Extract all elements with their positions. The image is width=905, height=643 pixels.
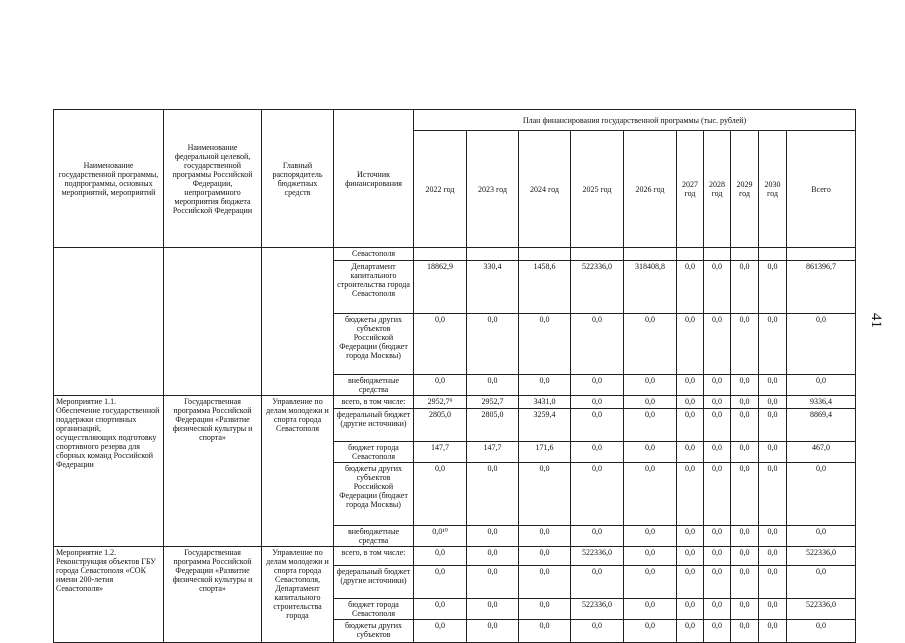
year-value: 0,0 — [677, 566, 704, 599]
header-year: 2030 год — [759, 131, 787, 248]
total-value: 0,0 — [787, 566, 856, 599]
header-year: 2025 год — [571, 131, 624, 248]
year-value: 2952,7⁹ — [414, 396, 467, 409]
year-value: 0,0 — [677, 547, 704, 566]
year-value: 0,0 — [624, 409, 677, 442]
year-value: 0,0 — [759, 599, 787, 620]
table-body — [54, 248, 856, 643]
year-value: 0,0 — [467, 375, 519, 396]
year-value: 0,0 — [731, 463, 759, 526]
total-value: 0,0 — [787, 314, 856, 375]
year-value: 0,0 — [759, 620, 787, 643]
year-value: 0,0 — [571, 314, 624, 375]
table-row — [54, 248, 856, 261]
year-value: 0,0 — [571, 566, 624, 599]
funding-source: федеральный бюджет (другие источники) — [334, 566, 414, 599]
year-value: 318408,8 — [624, 261, 677, 314]
year-value: 0,0 — [677, 396, 704, 409]
year-value: 0,0 — [467, 620, 519, 643]
funding-source: бюджет города Севастополя — [334, 599, 414, 620]
year-value: 0,0 — [759, 463, 787, 526]
year-value: 0,0 — [704, 409, 731, 442]
header-row-top — [54, 110, 856, 131]
funding-source: бюджеты других субъектов Российской Федерации (бюджет города Москвы) — [334, 463, 414, 526]
year-value: 522336,0 — [571, 599, 624, 620]
total-value: 467,0 — [787, 442, 856, 463]
header-year: 2028 год — [704, 131, 731, 248]
year-value: 0,0 — [759, 314, 787, 375]
year-value: 0,0 — [519, 526, 571, 547]
year-value: 0,0 — [414, 463, 467, 526]
federal-program — [164, 248, 262, 396]
header-total: Всего — [787, 131, 856, 248]
year-value — [704, 248, 731, 261]
year-value: 0,0 — [624, 547, 677, 566]
year-value: 0,0 — [571, 463, 624, 526]
year-value: 0,0 — [414, 547, 467, 566]
year-value: 2805,0 — [414, 409, 467, 442]
measure-name: Мероприятие 1.2. Реконструкция объектов ГБУ города Севастополя «СОК имени 200-летия Севастополя» — [54, 547, 164, 643]
page-number: 41 — [868, 313, 884, 328]
table-row — [54, 547, 856, 566]
federal-program: Государственная программа Российской Федерации «Развитие физической культуры и спорта» — [164, 396, 262, 547]
funding-source: Департамент капитального строительства города Севастополя — [334, 261, 414, 314]
year-value: 522336,0 — [571, 261, 624, 314]
year-value: 0,0 — [624, 375, 677, 396]
year-value: 0,0 — [624, 566, 677, 599]
year-value: 147,7 — [414, 442, 467, 463]
total-value: 0,0 — [787, 526, 856, 547]
year-value: 0,0 — [759, 409, 787, 442]
funding-source: внебюджетные средства — [334, 526, 414, 547]
total-value: 0,0 — [787, 620, 856, 643]
total-value: 522336,0 — [787, 599, 856, 620]
header-year: 2027 год — [677, 131, 704, 248]
year-value: 0,0 — [677, 442, 704, 463]
year-value: 0,0 — [677, 526, 704, 547]
year-value — [731, 248, 759, 261]
measure-name: Мероприятие 1.1. Обеспечение государственной поддержки спортивных организаций, осуществляющих подготовку спортивного резерва для сборных команд Российской Федерации — [54, 396, 164, 547]
header-budget-manager: Главный распорядитель бюджетных средств — [262, 110, 334, 248]
federal-program: Государственная программа Российской Федерации «Развитие физической культуры и спорта» — [164, 547, 262, 643]
year-value: 0,0 — [731, 442, 759, 463]
year-value: 0,0 — [624, 442, 677, 463]
year-value — [624, 248, 677, 261]
year-value: 0,0 — [414, 599, 467, 620]
measure-name — [54, 248, 164, 396]
header-year: 2029 год — [731, 131, 759, 248]
financing-table — [53, 109, 856, 643]
header-plan-title: План финансирования государственной программы (тыс. рублей) — [414, 110, 856, 131]
total-value: 0,0 — [787, 375, 856, 396]
year-value: 0,0 — [624, 599, 677, 620]
header-name: Наименование государственной программы, подпрограммы, основных мероприятий, мероприятий — [54, 110, 164, 248]
year-value: 0,0 — [704, 261, 731, 314]
year-value: 0,0 — [704, 547, 731, 566]
year-value: 0,0 — [677, 375, 704, 396]
year-value: 0,0 — [704, 375, 731, 396]
year-value: 2805,0 — [467, 409, 519, 442]
year-value: 0,0 — [467, 566, 519, 599]
year-value: 0,0 — [677, 463, 704, 526]
header-year: 2023 год — [467, 131, 519, 248]
funding-source: бюджеты других субъектов Российской Федерации (бюджет города Москвы) — [334, 314, 414, 375]
year-value: 0,0 — [731, 526, 759, 547]
year-value: 0,0 — [414, 314, 467, 375]
year-value: 0,0 — [519, 463, 571, 526]
year-value: 0,0 — [731, 566, 759, 599]
year-value: 0,0 — [677, 261, 704, 314]
year-value: 0,0 — [467, 463, 519, 526]
year-value: 0,0 — [704, 620, 731, 643]
year-value: 0,0 — [467, 547, 519, 566]
year-value: 0,0 — [467, 599, 519, 620]
year-value: 0,0 — [731, 409, 759, 442]
year-value: 0,0 — [571, 396, 624, 409]
year-value — [571, 248, 624, 261]
year-value: 0,0 — [519, 599, 571, 620]
year-value: 0,0 — [704, 526, 731, 547]
year-value: 0,0 — [571, 375, 624, 396]
year-value: 0,0 — [677, 409, 704, 442]
budget-manager: Управление по делам молодежи и спорта города Севастополя, Департамент капитального строительства города — [262, 547, 334, 643]
year-value: 522336,0 — [571, 547, 624, 566]
year-value: 0,0 — [677, 620, 704, 643]
budget-manager — [262, 248, 334, 396]
total-value: 9336,4 — [787, 396, 856, 409]
year-value: 0,0 — [571, 442, 624, 463]
year-value — [414, 248, 467, 261]
funding-source: федеральный бюджет (другие источники) — [334, 409, 414, 442]
year-value: 0,0 — [519, 547, 571, 566]
year-value: 0,0 — [704, 463, 731, 526]
total-value: 8869,4 — [787, 409, 856, 442]
year-value: 0,0 — [759, 566, 787, 599]
year-value: 0,0 — [624, 526, 677, 547]
year-value: 0,0 — [519, 375, 571, 396]
year-value: 3431,0 — [519, 396, 571, 409]
total-value: 861396,7 — [787, 261, 856, 314]
year-value: 0,0 — [731, 599, 759, 620]
year-value: 0,0 — [759, 375, 787, 396]
year-value: 0,0 — [759, 526, 787, 547]
year-value: 330,4 — [467, 261, 519, 314]
year-value: 0,0 — [759, 547, 787, 566]
year-value: 0,0 — [571, 526, 624, 547]
year-value: 0,0 — [731, 547, 759, 566]
year-value: 0,0 — [731, 396, 759, 409]
year-value: 0,0 — [519, 566, 571, 599]
year-value: 0,0 — [467, 314, 519, 375]
funding-source: бюджеты других субъектов — [334, 620, 414, 643]
header-federal-program: Наименование федеральной целевой, государственной программы Российской Федерации, непрограммного мероприятия бюджета Российской Федерации — [164, 110, 262, 248]
year-value — [759, 248, 787, 261]
year-value: 0,0 — [759, 261, 787, 314]
year-value: 0,0¹⁰ — [414, 526, 467, 547]
year-value: 0,0 — [704, 314, 731, 375]
header-year: 2024 год — [519, 131, 571, 248]
year-value: 0,0 — [677, 314, 704, 375]
year-value: 0,0 — [759, 396, 787, 409]
year-value: 0,0 — [624, 396, 677, 409]
year-value: 0,0 — [704, 396, 731, 409]
year-value: 0,0 — [571, 409, 624, 442]
header-year: 2026 год — [624, 131, 677, 248]
year-value — [677, 248, 704, 261]
table-row — [54, 396, 856, 409]
year-value: 0,0 — [414, 566, 467, 599]
year-value: 0,0 — [624, 314, 677, 375]
budget-manager: Управление по делам молодежи и спорта города Севастополя — [262, 396, 334, 547]
funding-source: всего, в том числе: — [334, 396, 414, 409]
total-value: 0,0 — [787, 463, 856, 526]
year-value: 0,0 — [731, 620, 759, 643]
year-value: 1458,6 — [519, 261, 571, 314]
year-value: 0,0 — [624, 463, 677, 526]
year-value: 0,0 — [731, 375, 759, 396]
year-value: 0,0 — [414, 375, 467, 396]
year-value: 18862,9 — [414, 261, 467, 314]
funding-source: всего, в том числе: — [334, 547, 414, 566]
header-funding-source: Источник финансирования — [334, 110, 414, 248]
year-value — [519, 248, 571, 261]
year-value: 0,0 — [519, 314, 571, 375]
year-value: 2952,7 — [467, 396, 519, 409]
year-value: 0,0 — [759, 442, 787, 463]
year-value: 0,0 — [731, 314, 759, 375]
year-value: 0,0 — [624, 620, 677, 643]
year-value: 0,0 — [677, 599, 704, 620]
year-value: 0,0 — [704, 442, 731, 463]
year-value: 0,0 — [571, 620, 624, 643]
year-value: 147,7 — [467, 442, 519, 463]
year-value: 0,0 — [467, 526, 519, 547]
total-value — [787, 248, 856, 261]
funding-source: Севастополя — [334, 248, 414, 261]
funding-source: внебюджетные средства — [334, 375, 414, 396]
year-value: 0,0 — [414, 620, 467, 643]
total-value: 522336,0 — [787, 547, 856, 566]
year-value: 0,0 — [519, 620, 571, 643]
year-value: 171,6 — [519, 442, 571, 463]
year-value: 0,0 — [704, 599, 731, 620]
year-value: 0,0 — [704, 566, 731, 599]
funding-source: бюджет города Севастополя — [334, 442, 414, 463]
year-value: 0,0 — [731, 261, 759, 314]
year-value: 3259,4 — [519, 409, 571, 442]
header-year: 2022 год — [414, 131, 467, 248]
year-value — [467, 248, 519, 261]
